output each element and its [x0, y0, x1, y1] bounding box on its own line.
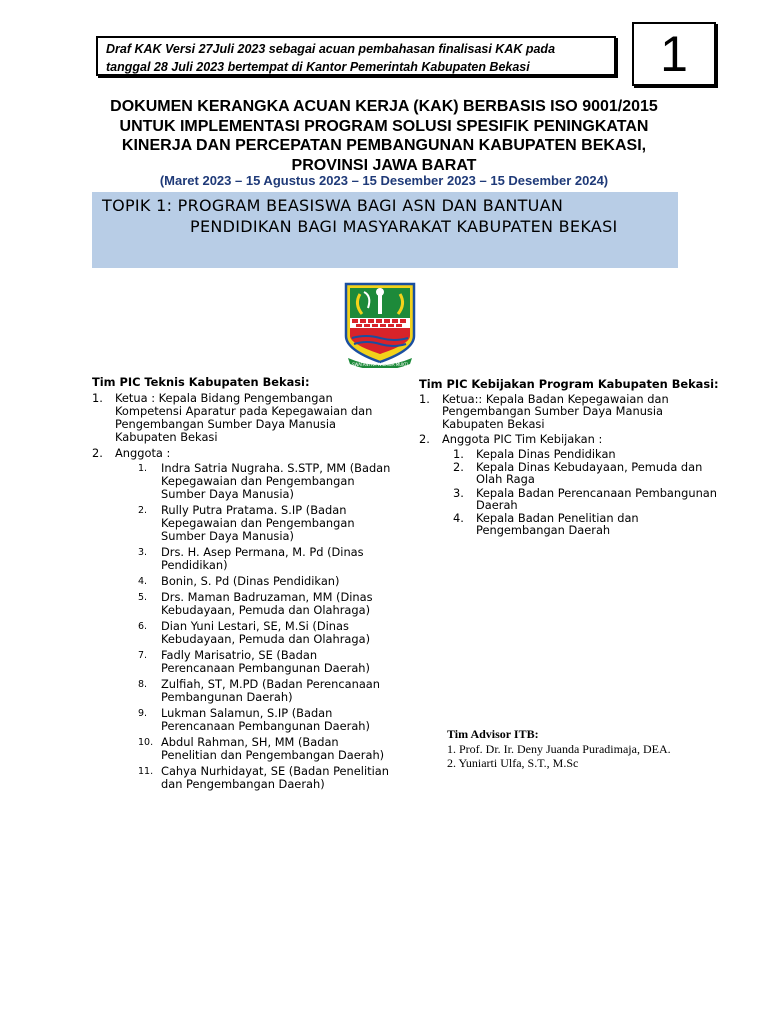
advisor-heading: Tim Advisor ITB:	[447, 727, 539, 741]
list-number: 1.	[419, 392, 430, 407]
draft-note-box	[96, 36, 616, 76]
list-text: Cahya Nurhidayat, SE (Badan Penelitian dan Pengembangan Daerah)	[161, 764, 389, 791]
list-number: 7.	[138, 650, 148, 661]
list-number: 2.	[453, 460, 464, 475]
list-item	[115, 575, 392, 588]
list-item	[419, 448, 719, 460]
list-item	[115, 736, 392, 762]
topic-box	[92, 192, 678, 268]
list-text: Kepala Dinas Pendidikan	[476, 447, 616, 462]
document-title	[60, 97, 708, 175]
pic-kebijakan-members	[419, 448, 719, 536]
emblem-motto: SWATANTRA WIBAWA MUKTI	[351, 362, 409, 367]
list-text: Dian Yuni Lestari, SE, M.Si (Dinas Kebudayaan, Pemuda dan Olahraga)	[161, 619, 371, 646]
kabupaten-bekasi-emblem	[338, 280, 422, 368]
list-item	[115, 620, 392, 646]
list-item	[419, 512, 719, 536]
list-item	[115, 546, 392, 572]
list-text: Drs. Maman Badruzaman, MM (Dinas Kebudayaan, Pemuda dan Olahraga)	[161, 590, 373, 617]
list-item	[115, 462, 392, 501]
list-text: Abdul Rahman, SH, MM (Badan Penelitian dan Pengembangan Daerah)	[161, 735, 385, 762]
list-item	[115, 649, 392, 675]
topic-line-1: TOPIK 1: PROGRAM BEASISWA BAGI ASN DAN BANTUAN	[102, 196, 564, 215]
list-number: 3.	[138, 547, 148, 558]
list-item	[115, 504, 392, 543]
list-item	[115, 707, 392, 733]
list-text: Kepala Badan Penelitian dan Pengembangan Daerah	[476, 511, 639, 538]
list-text: Drs. H. Asep Permana, M. Pd (Dinas Pendidikan)	[161, 545, 364, 572]
list-number: 11.	[138, 766, 154, 777]
title-line-4: PROVINSI JAWA BARAT	[291, 156, 477, 174]
list-number: 10.	[138, 737, 154, 748]
list-number: 1.	[453, 447, 464, 462]
list-number: 1.	[92, 391, 103, 405]
list-item	[419, 433, 719, 445]
list-number: 6.	[138, 621, 148, 632]
list-number: 8.	[138, 679, 148, 690]
list-item	[115, 765, 392, 791]
list-number: 2.	[138, 505, 148, 516]
list-text: Rully Putra Pratama. S.IP (Badan Kepegawaian dan Pengembangan Sumber Daya Manusia)	[161, 503, 355, 543]
period-dates: (Maret 2023 – 15 Agustus 2023 – 15 Desember 2023 – 15 Desember 2024)	[159, 173, 609, 188]
advisor-member: 2. Yuniarti Ulfa, S.T., M.Sc	[447, 756, 579, 770]
list-item	[115, 591, 392, 617]
list-text: Indra Satria Nugraha. S.STP, MM (Badan Kepegawaian dan Pengembangan Sumber Daya Manusia)	[161, 461, 391, 501]
list-item	[92, 447, 392, 791]
list-text: Ketua : Kepala Bidang Pengembangan Kompetensi Aparatur pada Kepegawaian dan Pengembangan Sumber Daya Manusia Kabupaten Bekasi	[115, 391, 373, 444]
list-item	[419, 393, 719, 430]
list-text: Anggota :	[115, 446, 171, 460]
title-line-3: KINERJA DAN PERCEPATAN PEMBANGUNAN KABUPATEN BEKASI,	[121, 137, 647, 154]
list-text: Fadly Marisatrio, SE (Badan Perencanaan Pembangunan Daerah)	[161, 648, 370, 675]
list-number: 1.	[138, 463, 148, 474]
page-number: 1	[660, 26, 688, 82]
list-text: Lukman Salamun, S.IP (Badan Perencanaan Pembangunan Daerah)	[161, 706, 370, 733]
title-line-1: DOKUMEN KERANGKA ACUAN KERJA (KAK) BERBASIS ISO 9001/2015	[110, 98, 658, 115]
pic-kebijakan-section	[419, 378, 719, 537]
pic-teknis-heading: Tim PIC Teknis Kabupaten Bekasi:	[92, 375, 310, 389]
topic-line-2: PENDIDIKAN BAGI MASYARAKAT KABUPATEN BEKASI	[190, 217, 618, 236]
list-text: Anggota PIC Tim Kebijakan :	[442, 431, 603, 446]
list-number: 2.	[92, 446, 103, 460]
list-text: Bonin, S. Pd (Dinas Pendidikan)	[161, 574, 340, 588]
list-number: 3.	[453, 485, 464, 500]
advisor-section	[447, 727, 737, 770]
pic-teknis-list	[92, 392, 392, 791]
list-number: 5.	[138, 592, 148, 603]
list-number: 2.	[419, 431, 430, 446]
draft-note-line-1: Draf KAK Versi 27Juli 2023 sebagai acuan pembahasan finalisasi KAK pada	[106, 42, 556, 56]
page-number-box	[632, 22, 716, 86]
list-item	[419, 487, 719, 511]
list-item	[92, 392, 392, 444]
list-text: Kepala Dinas Kebudayaan, Pemuda dan Olah Raga	[476, 460, 703, 487]
pic-kebijakan-list	[419, 393, 719, 445]
pic-teknis-section	[92, 376, 392, 794]
list-text: Zulfiah, ST, M.PD (Badan Perencanaan Pembangunan Daerah)	[161, 677, 381, 704]
list-text: Kepala Badan Perencanaan Pembangunan Daerah	[476, 485, 717, 512]
pic-teknis-members	[115, 462, 392, 791]
list-item	[115, 678, 392, 704]
list-text: Ketua:: Kepala Badan Kepegawaian dan Pengembangan Sumber Daya Manusia Kabupaten Bekasi	[442, 392, 669, 431]
draft-note-line-2: tanggal 28 Juli 2023 bertempat di Kantor Pemerintah Kabupaten Bekasi	[106, 60, 530, 74]
advisor-member: 1. Prof. Dr. Ir. Deny Juanda Puradimaja, DEA.	[447, 742, 671, 756]
list-number: 4.	[138, 576, 148, 587]
pic-kebijakan-heading: Tim PIC Kebijakan Program Kabupaten Bekasi:	[419, 377, 719, 391]
list-number: 4.	[453, 511, 464, 526]
list-item	[419, 461, 719, 485]
list-number: 9.	[138, 708, 148, 719]
title-line-2: UNTUK IMPLEMENTASI PROGRAM SOLUSI SPESIFIK PENINGKATAN	[119, 117, 649, 135]
